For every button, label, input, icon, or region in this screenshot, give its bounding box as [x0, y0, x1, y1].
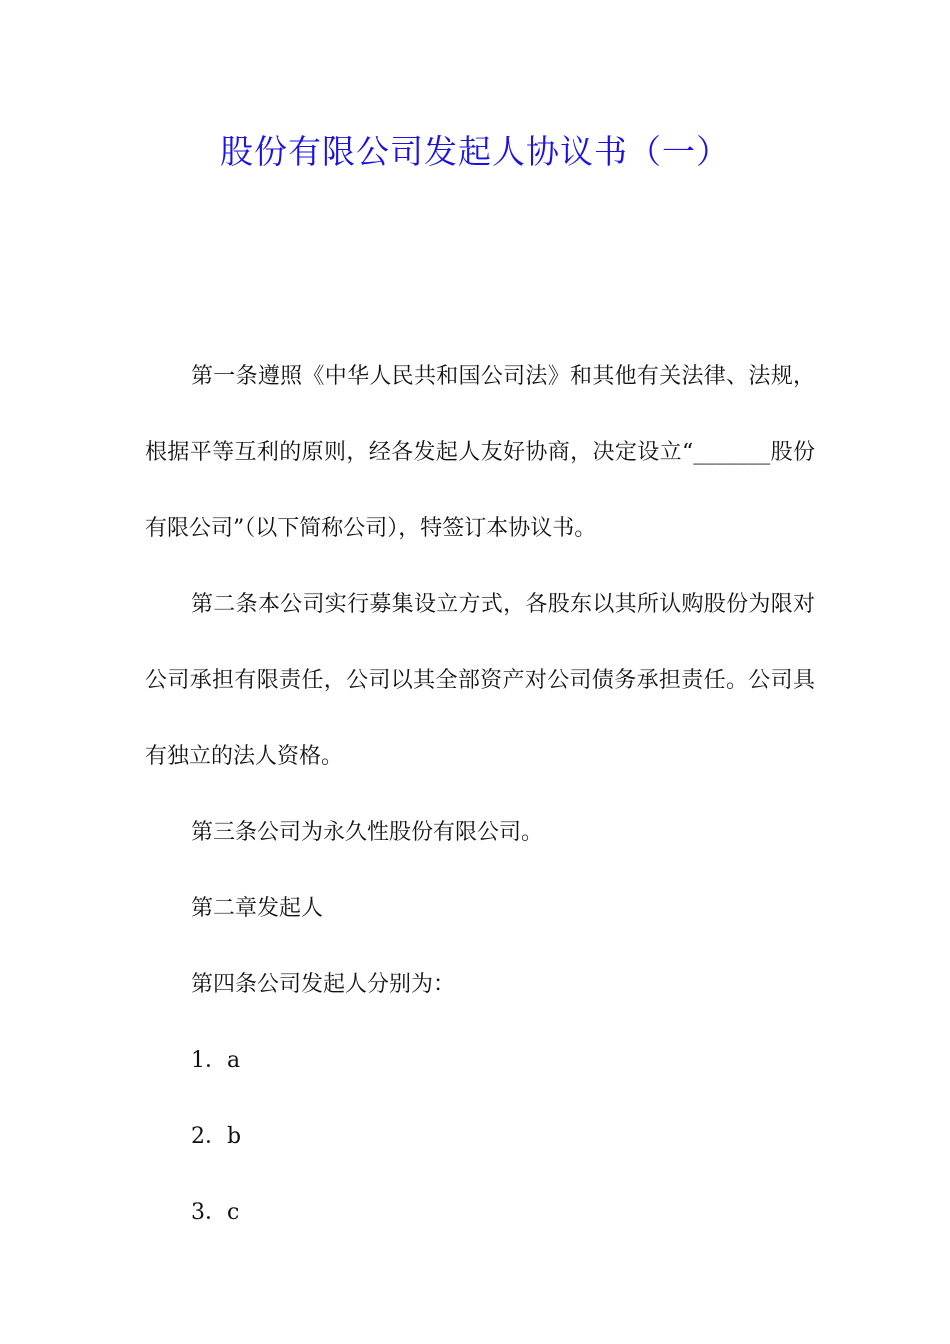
founder-list-item: 3．c — [191, 1200, 240, 1225]
article-4-paragraph: 第四条公司发起人分别为： — [191, 972, 456, 997]
article-3-paragraph: 第三条公司为永久性股份有限公司。 — [191, 820, 544, 845]
chapter-2-heading: 第二章发起人 — [191, 896, 324, 921]
document-title: 股份有限公司发起人协议书（一） — [220, 132, 730, 171]
founder-list-item: 1．a — [191, 1048, 241, 1073]
document-body — [145, 339, 815, 1251]
article-1-paragraph: 第一条遵照《中华人民共和国公司法》和其他有关法律、法规，根据平等互利的原则，经各发起人友好协商，决定设立“_______股份有限公司”（以下简称公司），特签订本协议书。 — [145, 364, 815, 541]
founder-list-item: 2．b — [191, 1124, 242, 1149]
article-2-paragraph: 第二条本公司实行募集设立方式，各股东以其所认购股份为限对公司承担有限责任，公司以其全部资产对公司债务承担责任。公司具有独立的法人资格。 — [145, 592, 815, 769]
